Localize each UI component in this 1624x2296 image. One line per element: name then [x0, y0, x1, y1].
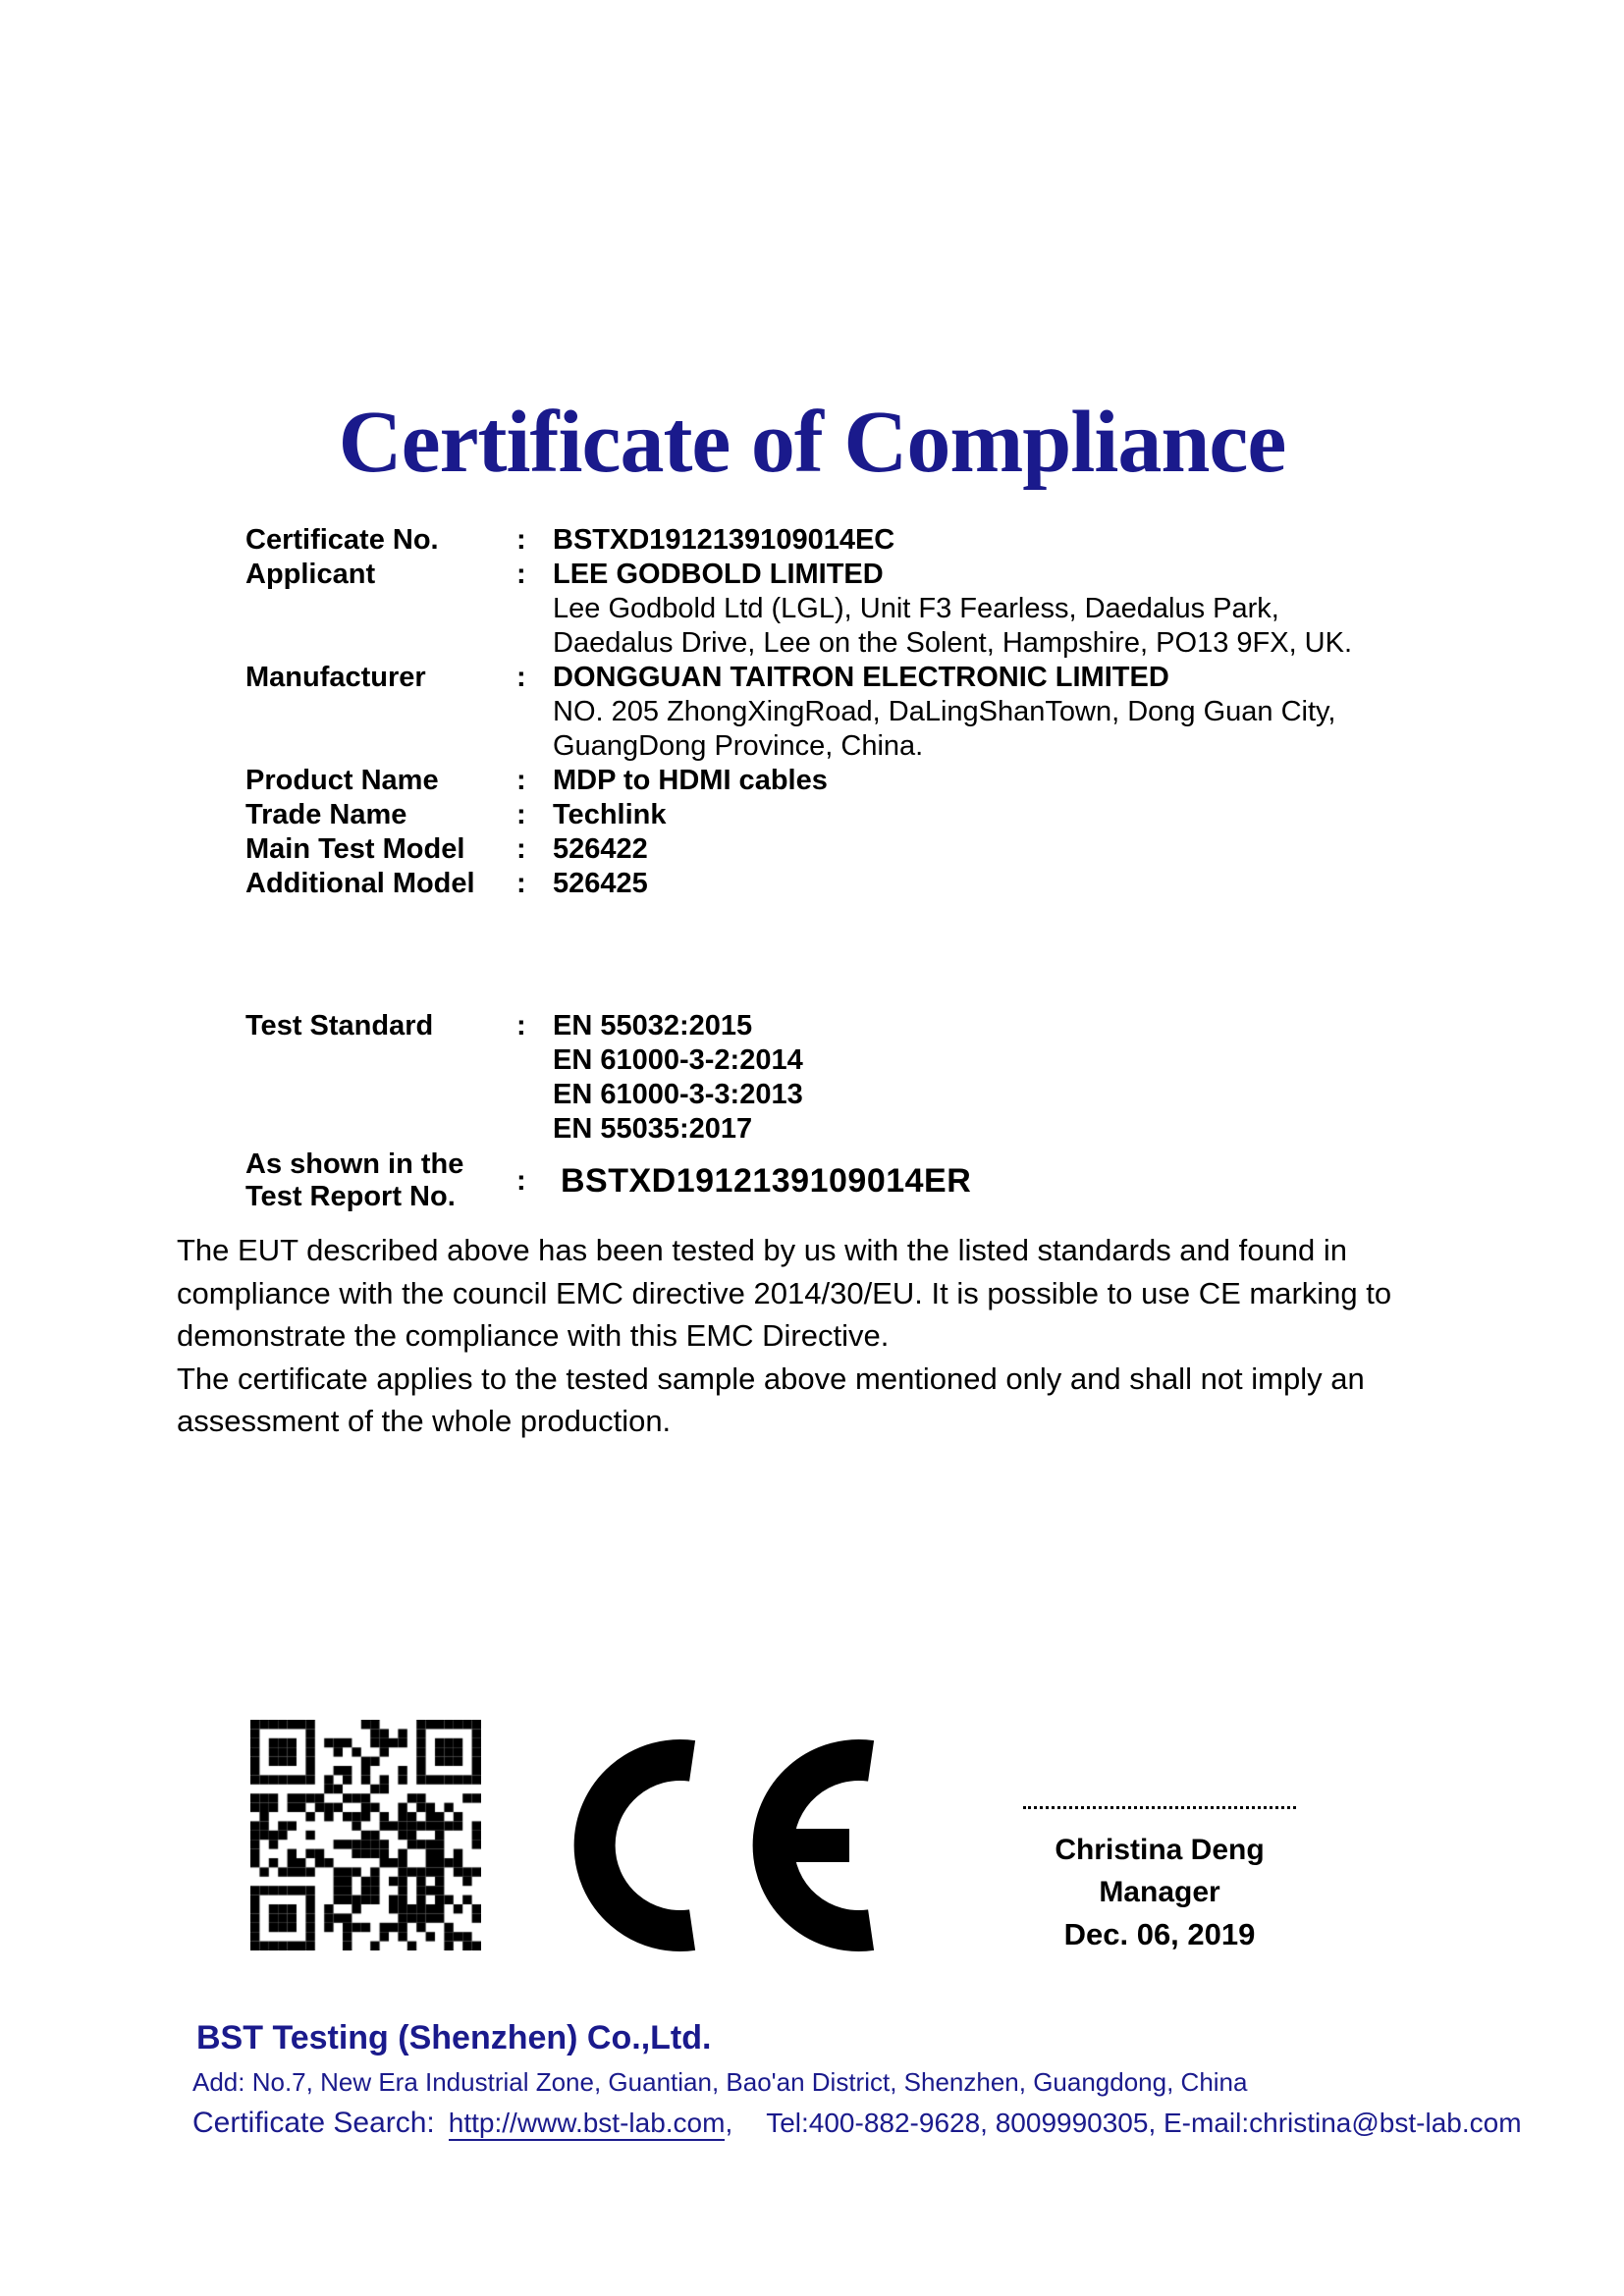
- test-standard-value: EN 55032:2015: [553, 1010, 753, 1041]
- manufacturer-name: DONGGUAN TAITRON ELECTRONIC LIMITED: [553, 662, 1169, 693]
- test-report-number: BSTXD1912139109014ER: [561, 1161, 972, 1200]
- detail-colon: :: [516, 868, 526, 899]
- product-name: MDP to HDMI cables: [553, 765, 828, 796]
- test-report-row: [245, 1148, 1624, 1213]
- certificate-search-link[interactable]: http://www.bst-lab.com: [449, 2108, 726, 2141]
- detail-colon: :: [516, 1164, 526, 1197]
- certificate-details: [245, 523, 1624, 1147]
- applicant-address-line: Daedalus Drive, Lee on the Solent, Hampshire, PO13 9FX, UK.: [553, 627, 1353, 659]
- detail-row-additional-model: [245, 867, 1624, 901]
- detail-row-test-standard: [245, 1009, 1624, 1043]
- compliance-statement: [177, 1229, 1448, 1443]
- detail-row-applicant-address: [245, 592, 1624, 626]
- signatory-role: Manager: [1099, 1876, 1220, 1908]
- detail-colon: :: [516, 799, 526, 830]
- detail-colon: :: [516, 765, 526, 796]
- detail-colon: :: [516, 662, 526, 693]
- detail-row-manufacturer: [245, 661, 1624, 695]
- signature-date: Dec. 06, 2019: [1063, 1917, 1256, 1951]
- footer-contact: Tel:400-882-9628, 8009990305, E-mail:christina@bst-lab.com: [766, 2108, 1522, 2138]
- footer-company-name: BST Testing (Shenzhen) Co.,Ltd.: [196, 2019, 712, 2056]
- test-standard-value: EN 55035:2017: [553, 1113, 753, 1145]
- footer: [0, 2016, 1624, 2141]
- detail-row-test-standard: [245, 1078, 1624, 1112]
- test-report-label-line2: Test Report No.: [245, 1181, 456, 1212]
- statement-paragraph-2: The certificate applies to the tested sample above mentioned only and shall not imply an assessment of the whole production.: [177, 1361, 1365, 1438]
- search-link-comma: ,: [725, 2108, 733, 2138]
- manufacturer-address-line: GuangDong Province, China.: [553, 730, 924, 762]
- footer-search-row: [192, 2107, 1624, 2141]
- applicant-name: LEE GODBOLD LIMITED: [553, 559, 884, 590]
- manufacturer-address-line: NO. 205 ZhongXingRoad, DaLingShanTown, Dong Guan City,: [553, 696, 1336, 727]
- detail-row-certificate-no: [245, 523, 1624, 558]
- detail-label: Trade Name: [245, 799, 407, 830]
- ce-mark-icon: [567, 1732, 881, 1959]
- test-report-label-line1: As shown in the: [245, 1148, 464, 1180]
- detail-label: Test Standard: [245, 1010, 434, 1041]
- test-report-label: [245, 1148, 509, 1213]
- signatory-name: Christina Deng: [1055, 1834, 1265, 1866]
- section-gap: [245, 901, 1624, 1009]
- detail-row-trade-name: [245, 798, 1624, 832]
- detail-colon: :: [516, 833, 526, 865]
- detail-colon: :: [516, 524, 526, 556]
- certificate-number: BSTXD1912139109014EC: [553, 524, 895, 556]
- trade-name: Techlink: [553, 799, 667, 830]
- detail-label: Additional Model: [245, 868, 475, 899]
- certificate-title: Certificate of Compliance: [338, 394, 1286, 491]
- detail-row-test-standard: [245, 1112, 1624, 1147]
- detail-label: Main Test Model: [245, 833, 465, 865]
- detail-row-manufacturer-address: [245, 729, 1624, 764]
- certificate-search-label: Certificate Search:: [192, 2107, 435, 2139]
- additional-model: 526425: [553, 868, 648, 899]
- detail-row-manufacturer-address: [245, 695, 1624, 729]
- detail-label: Manufacturer: [245, 662, 426, 693]
- detail-row-test-standard: [245, 1043, 1624, 1078]
- test-standard-value: EN 61000-3-3:2013: [553, 1079, 803, 1110]
- detail-label: Certificate No.: [245, 524, 439, 556]
- detail-row-applicant-address: [245, 626, 1624, 661]
- detail-colon: :: [516, 1010, 526, 1041]
- detail-row-applicant: [245, 558, 1624, 592]
- signature-dotted-line: [1023, 1806, 1296, 1809]
- detail-label: Product Name: [245, 765, 439, 796]
- qr-code: [250, 1720, 481, 1950]
- statement-paragraph-1: The EUT described above has been tested by us with the listed standards and found in compliance with the council EMC directive 2014/30/EU. It is possible to use CE marking to demonstrate the compliance with this EMC Directive.: [177, 1233, 1392, 1353]
- detail-colon: :: [516, 559, 526, 590]
- detail-label: Applicant: [245, 559, 376, 590]
- detail-row-main-test-model: [245, 832, 1624, 867]
- applicant-address-line: Lee Godbold Ltd (LGL), Unit F3 Fearless, Daedalus Park,: [553, 593, 1279, 624]
- test-standard-value: EN 61000-3-2:2014: [553, 1044, 803, 1076]
- main-test-model: 526422: [553, 833, 648, 865]
- footer-address: Add: No.7, New Era Industrial Zone, Guantian, Bao'an District, Shenzhen, Guangdong, China: [192, 2067, 1248, 2097]
- detail-row-product-name: [245, 764, 1624, 798]
- signature-block: [1021, 1806, 1298, 1955]
